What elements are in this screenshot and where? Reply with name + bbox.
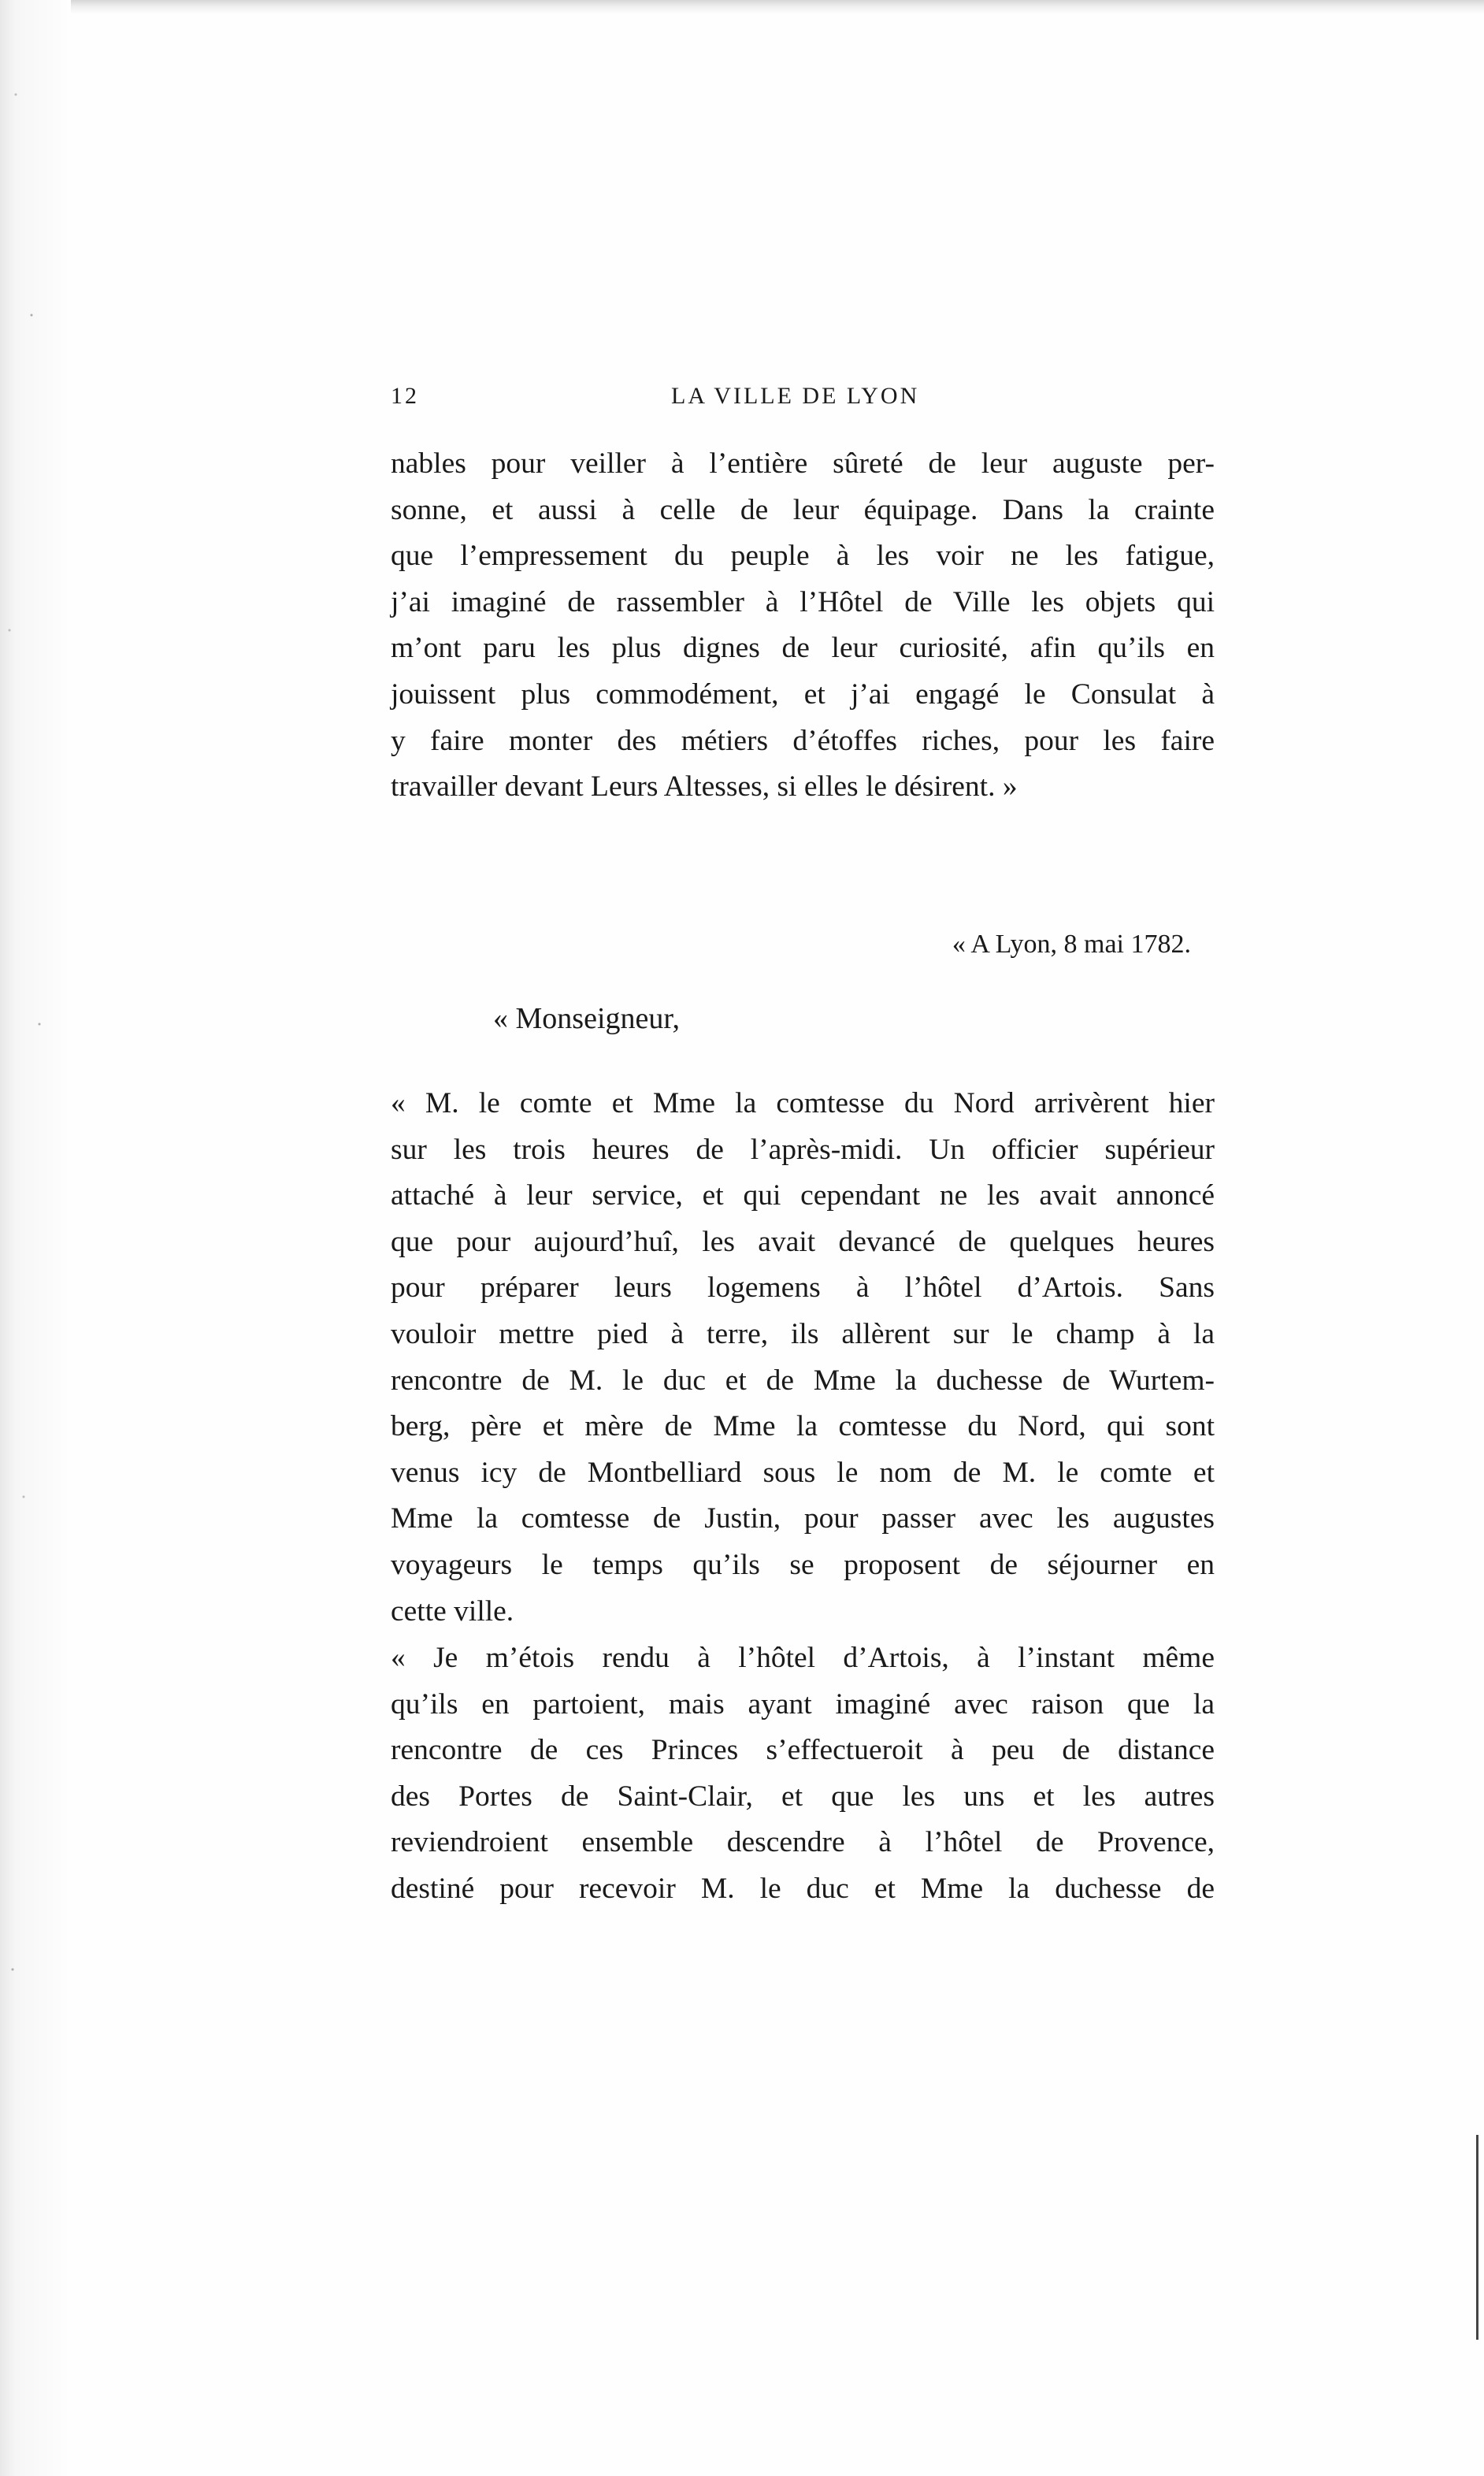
text-line: rencontre de M. le duc et de Mme la duchesse de Wurtem- (391, 1364, 1215, 1397)
text-line: rencontre de ces Princes s’effectueroit à peu de distance (391, 1734, 1215, 1767)
letter-paragraph-2 (391, 1635, 1215, 1913)
text-line: destiné pour recevoir M. le duc et Mme la duchesse de (391, 1872, 1215, 1905)
text-line: « M. le comte et Mme la comtesse du Nord arrivèrent hier (391, 1087, 1215, 1119)
text-line: vouloir mettre pied à terre, ils allèrent sur le champ à la (391, 1317, 1215, 1350)
scan-top-edge (0, 0, 1484, 14)
scan-right-mark (1476, 2135, 1478, 2340)
text-line: « Je m’étois rendu à l’hôtel d’Artois, à l’instant même (391, 1642, 1215, 1674)
text-line: y faire monter des métiers d’étoffes riches, pour les faire (391, 724, 1215, 757)
text-line: qu’ils en partoient, mais ayant imaginé avec raison que la (391, 1687, 1215, 1721)
text-line: m’ont paru les plus dignes de leur curiosité, afin qu’ils en (391, 632, 1215, 665)
text-line: sonne, et aussi à celle de leur équipage. Dans la crainte (391, 493, 1215, 526)
text-line: travailler devant Leurs Altesses, si elles le désirent. » (391, 770, 1018, 804)
text-line: jouissent plus commodément, et j’ai engagé le Consulat à (391, 677, 1215, 711)
text-line: que l’empressement du peuple à les voir ne les fatigue, (391, 540, 1215, 573)
text-line: reviendroient ensemble descendre à l’hôtel de Provence, (391, 1826, 1215, 1859)
continuation-paragraph (391, 441, 1215, 811)
text-line: que pour aujourd’huî, les avait devancé de quelques heures (391, 1225, 1215, 1258)
page-number: 12 (391, 383, 419, 409)
text-line: voyageurs le temps qu’ils se proposent de séjourner en (391, 1548, 1215, 1581)
running-head (391, 377, 1194, 416)
text-line: sur les trois heures de l’après-midi. Un officier supérieur (391, 1133, 1215, 1166)
text-line: Mme la comtesse de Justin, pour passer avec les augustes (391, 1502, 1215, 1535)
text-line: nables pour veiller à l’entière sûreté de leur auguste per- (391, 447, 1215, 480)
letter-dateline: « A Lyon, 8 mai 1782. (952, 930, 1191, 959)
text-line: j’ai imaginé de rassembler à l’Hôtel de Ville les objets qui (391, 585, 1215, 618)
text-line: venus icy de Montbelliard sous le nom de M. le comte et (391, 1456, 1215, 1489)
text-line: attaché à leur service, et qui cependant ne les avait annoncé (391, 1179, 1215, 1212)
text-line: pour préparer leurs logemens à l’hôtel d’Artois. Sans (391, 1271, 1215, 1305)
text-line: cette ville. (391, 1594, 514, 1628)
text-line: des Portes de Saint-Clair, et que les uns et les autres (391, 1780, 1215, 1813)
text-line: berg, père et mère de Mme la comtesse du Nord, qui sont (391, 1410, 1215, 1443)
letter-salutation: « Monseigneur, (493, 1002, 680, 1035)
running-title: LA VILLE DE LYON (671, 383, 920, 409)
scan-left-edge (0, 0, 71, 2476)
letter-paragraph-1 (391, 1081, 1215, 1635)
